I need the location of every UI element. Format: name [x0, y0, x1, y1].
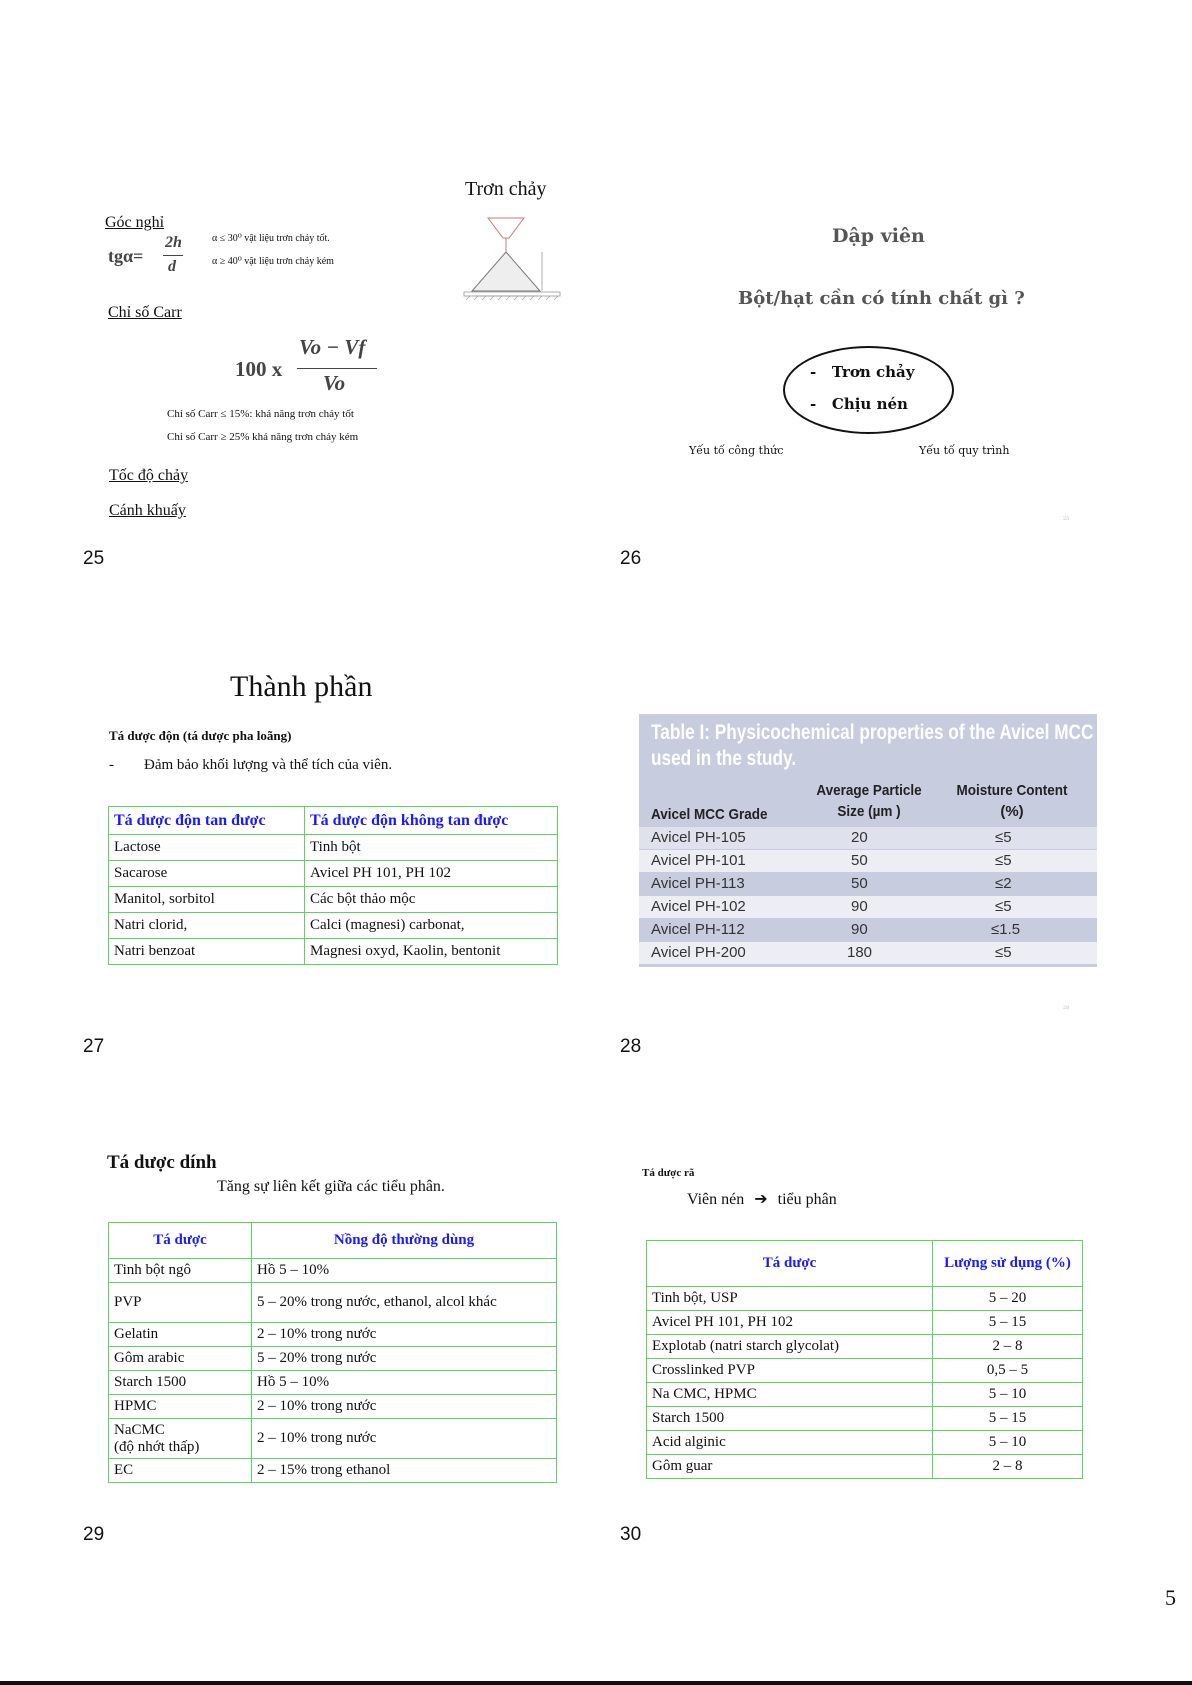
moisture-cell: ≤5 [995, 944, 1012, 961]
fraction-bar [297, 368, 377, 369]
arrow-right-icon: ➔ [754, 1191, 768, 1208]
grade-cell: Avicel PH-102 [651, 898, 746, 915]
table-cell: Tinh bột ngô [109, 1259, 252, 1283]
grade-cell: Avicel PH-200 [651, 944, 746, 961]
table-cell: 2 – 8 [933, 1455, 1083, 1479]
filler-table [108, 806, 558, 965]
table-cell: Gôm arabic [109, 1347, 252, 1371]
column-header-moisture [937, 782, 1087, 820]
binder-table [108, 1222, 557, 1483]
table-cell: Sacarose [109, 861, 305, 887]
carr-condition-good: Chỉ số Carr ≤ 15%: khả năng trơn chảy tốt [167, 408, 354, 420]
angle-condition-bad: α ≥ 40⁰ vật liệu trơn chảy kém [212, 256, 334, 267]
table-cell: 2 – 10% trong nước [252, 1419, 557, 1459]
table-cell: Crosslinked PVP [647, 1359, 933, 1383]
table-cell: 5 – 20% trong nước [252, 1347, 557, 1371]
table-cell: 2 – 8 [933, 1335, 1083, 1359]
table-cell: Manitol, sorbitol [109, 887, 305, 913]
table-title-line1: Table I: Physicochemical properties of the Avicel MCC [651, 721, 1094, 744]
column-header: Tá dược độn không tan được [305, 807, 558, 835]
column-header-size [799, 782, 939, 820]
table-cell: 0,5 – 5 [933, 1359, 1083, 1383]
table-cell: Tinh bột [305, 835, 558, 861]
slide-number-27: 27 [83, 1036, 105, 1057]
table-row [109, 1395, 557, 1419]
carr-index-label: Chỉ số Carr [108, 304, 182, 321]
slide-title: Thành phần [230, 670, 373, 703]
table-cell: Calci (magnesi) carbonat, [305, 913, 558, 939]
table-row [109, 1371, 557, 1395]
tiny-page-mark: 28 [1063, 1005, 1070, 1011]
table-cell: 5 – 10 [933, 1383, 1083, 1407]
header-line: (%) [1000, 803, 1024, 820]
moisture-cell: ≤5 [995, 898, 1012, 915]
table-header-row [109, 1223, 557, 1259]
table-row [639, 942, 1097, 964]
table-cell: Na CMC, HPMC [647, 1383, 933, 1407]
table-row [639, 873, 1097, 895]
table-row [647, 1335, 1083, 1359]
table-title [651, 720, 1094, 772]
table-row [639, 896, 1097, 918]
column-header: Tá dược độn tan được [109, 807, 305, 835]
moisture-cell: ≤5 [995, 852, 1012, 869]
slide-29-subtitle: Tăng sự liên kết giữa các tiểu phân. [217, 1178, 445, 1195]
table-cell: Acid alginic [647, 1431, 933, 1455]
header-line: Average Particle [816, 782, 922, 799]
size-cell: 90 [851, 898, 868, 915]
size-cell: 50 [851, 875, 868, 892]
slide-number-29: 29 [83, 1524, 105, 1545]
table-cell: Avicel PH 101, PH 102 [305, 861, 558, 887]
page-number: 5 [1165, 1585, 1176, 1610]
table-cell: 2 – 10% trong nước [252, 1323, 557, 1347]
table-row [647, 1383, 1083, 1407]
column-header: Tá dược [109, 1223, 252, 1259]
slide-30-subtitle [687, 1189, 837, 1209]
property-compress: - Chịu nén [810, 395, 908, 413]
carr-denominator: Vo [323, 371, 346, 395]
table-cell: 2 – 10% trong nước [252, 1395, 557, 1419]
table-cell: NaCMC (độ nhớt thấp) [109, 1419, 252, 1459]
filler-bullet: - Đảm bảo khối lượng và thể tích của viên. [109, 757, 393, 773]
column-header-grade: Avicel MCC Grade [651, 806, 768, 823]
avicel-properties-table [639, 714, 1097, 967]
table-row [647, 1455, 1083, 1479]
formulation-factor: Yếu tố công thức [689, 444, 784, 457]
table-row [109, 939, 558, 965]
table-cell: 5 – 20% trong nước, ethanol, alcol khác [252, 1283, 557, 1323]
table-row [647, 1287, 1083, 1311]
table-cell: Tinh bột, USP [647, 1287, 933, 1311]
table-row [109, 1323, 557, 1347]
flow-rate-label: Tốc độ chảy [109, 467, 189, 484]
table-cell: Các bột thảo mộc [305, 887, 558, 913]
table-title-line2: used in the study. [651, 747, 797, 770]
slide-number-25: 25 [83, 548, 105, 569]
size-cell: 20 [851, 829, 868, 846]
table-row [639, 919, 1097, 941]
header-line: Size (µm ) [837, 803, 901, 820]
grade-cell: Avicel PH-113 [651, 875, 745, 892]
slide-title: Dập viên [832, 225, 925, 247]
moisture-cell: ≤5 [995, 829, 1012, 846]
table-cell: Starch 1500 [647, 1407, 933, 1431]
table-cell: Hồ 5 – 10% [252, 1371, 557, 1395]
table-cell: Explotab (natri starch glycolat) [647, 1335, 933, 1359]
carr-formula-left: 100 x [235, 357, 283, 381]
table-row [639, 827, 1097, 849]
table-row [109, 1347, 557, 1371]
property-flow: - Trơn chảy [810, 363, 915, 381]
table-row [109, 835, 558, 861]
table-cell: 2 – 15% trong ethanol [252, 1459, 557, 1483]
angle-condition-good: α ≤ 30⁰ vật liệu trơn chảy tốt. [212, 233, 330, 244]
disintegrant-table [646, 1240, 1083, 1479]
table-cell: HPMC [109, 1395, 252, 1419]
table-cell: Gôm guar [647, 1455, 933, 1479]
table-cell: Hồ 5 – 10% [252, 1259, 557, 1283]
carr-numerator: Vo − Vf [299, 335, 366, 359]
table-row [647, 1431, 1083, 1455]
slide-number-28: 28 [620, 1036, 642, 1057]
slide-number-26: 26 [620, 548, 642, 569]
size-cell: 90 [851, 921, 868, 938]
slide-29-title: Tá dược dính [107, 1152, 217, 1173]
table-row [639, 850, 1097, 872]
table-row [647, 1311, 1083, 1335]
table-cell: 5 – 10 [933, 1431, 1083, 1455]
table-cell: Natri benzoat [109, 939, 305, 965]
particle-label: tiểu phân [777, 1191, 837, 1208]
moisture-cell: ≤2 [995, 875, 1012, 892]
formula-left: tgα= [108, 246, 144, 266]
column-header: Lượng sử dụng (%) [933, 1241, 1083, 1287]
table-row [109, 861, 558, 887]
slide-number-30: 30 [620, 1524, 642, 1545]
table-row [109, 1259, 557, 1283]
slide-title: Trơn chảy [465, 178, 547, 200]
table-cell: PVP [109, 1283, 252, 1323]
moisture-cell: ≤1.5 [991, 921, 1021, 938]
grade-cell: Avicel PH-101 [651, 852, 746, 869]
carr-condition-bad: Chỉ số Carr ≥ 25% khả năng trơn chảy kém [167, 431, 359, 443]
table-row [647, 1407, 1083, 1431]
table-cell: Lactose [109, 835, 305, 861]
table-cell: 5 – 15 [933, 1407, 1083, 1431]
filler-subtitle: Tá dược độn (tá dược pha loãng) [109, 728, 292, 743]
tablet-label: Viên nén [687, 1191, 745, 1208]
table-cell: Gelatin [109, 1323, 252, 1347]
bottom-border [0, 1681, 1192, 1685]
table-cell: Magnesi oxyd, Kaolin, bentonit [305, 939, 558, 965]
table-header-row [109, 807, 558, 835]
table-cell: EC [109, 1459, 252, 1483]
table-cell: Starch 1500 [109, 1371, 252, 1395]
stirrer-label: Cánh khuấy [109, 502, 186, 519]
table-row [109, 1419, 557, 1459]
size-cell: 180 [847, 944, 873, 961]
process-factor: Yếu tố quy trình [919, 444, 1010, 457]
fraction-bar [163, 255, 183, 256]
table-row [109, 913, 558, 939]
funnel-diagram [462, 216, 562, 316]
table-row [647, 1359, 1083, 1383]
question: Bột/hạt cần có tính chất gì ? [738, 288, 1025, 309]
grade-cell: Avicel PH-112 [651, 921, 745, 938]
table-header-row [647, 1241, 1083, 1287]
table-cell: Avicel PH 101, PH 102 [647, 1311, 933, 1335]
slide-30-title: Tá dược rã [642, 1167, 695, 1179]
formula-num: 2h [165, 234, 182, 251]
table-cell: 5 – 20 [933, 1287, 1083, 1311]
slide-26 [620, 200, 1100, 530]
column-header: Nồng độ thường dùng [252, 1223, 557, 1259]
repose-angle-label: Góc nghỉ [105, 214, 165, 231]
formula-den: d [168, 258, 176, 275]
slide-25 [80, 170, 580, 530]
table-cell: Natri clorid, [109, 913, 305, 939]
header-line: Moisture Content [956, 782, 1068, 799]
table-row [109, 887, 558, 913]
tiny-page-mark: 25 [1063, 516, 1070, 522]
grade-cell: Avicel PH-105 [651, 829, 746, 846]
size-cell: 50 [851, 852, 868, 869]
table-row [109, 1283, 557, 1323]
property-ellipse [783, 346, 954, 434]
table-row [109, 1459, 557, 1483]
column-header: Tá dược [647, 1241, 933, 1287]
table-cell: 5 – 15 [933, 1311, 1083, 1335]
